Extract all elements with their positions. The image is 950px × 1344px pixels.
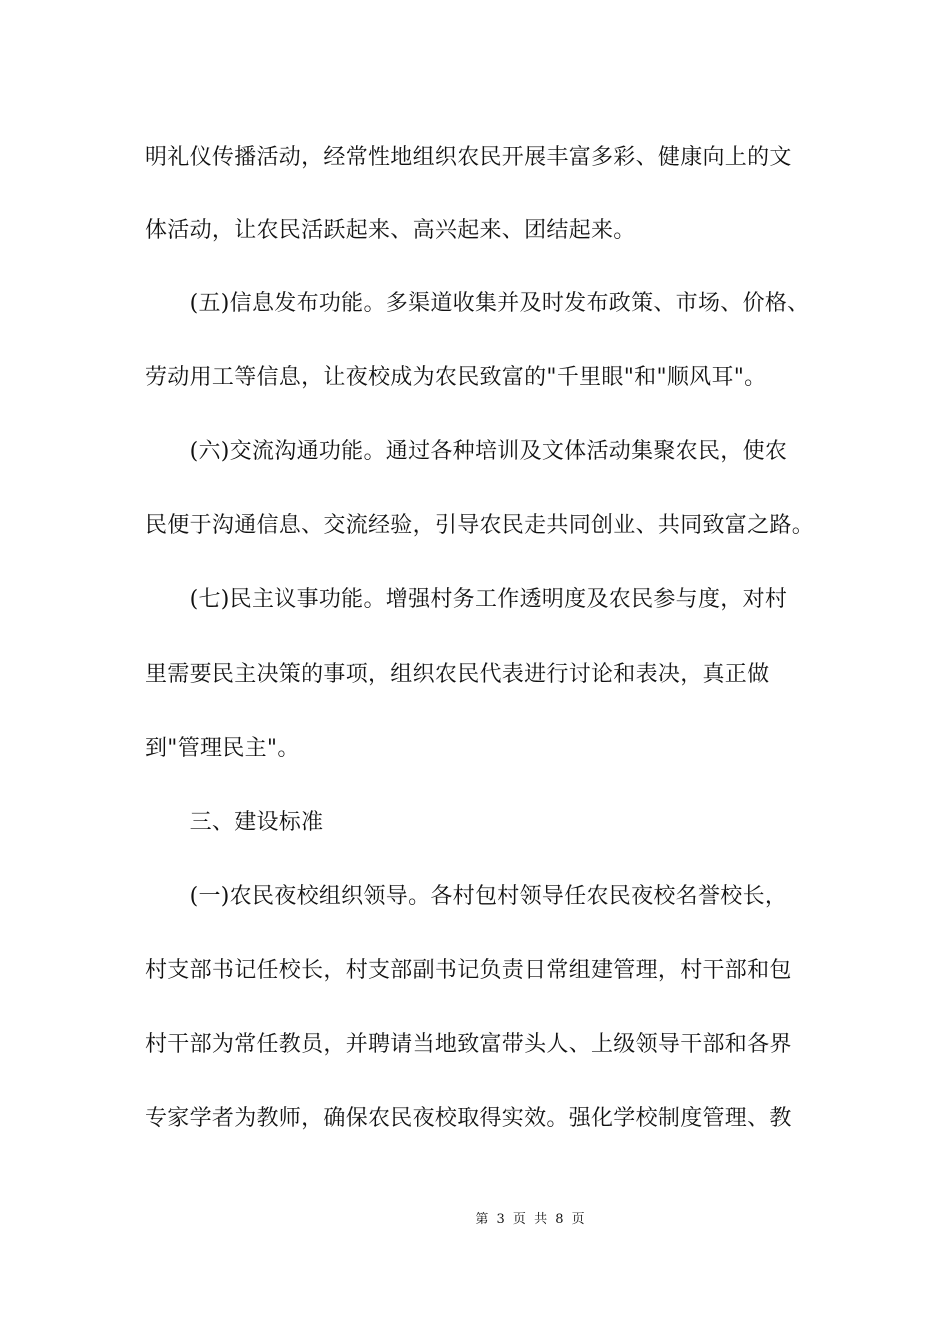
text-line: 劳动用工等信息，让夜校成为农民致富的"千里眼"和"顺风耳"。 (145, 365, 767, 390)
footer-prefix: 第 (475, 1212, 489, 1227)
footer-current-page: 3 (496, 1212, 505, 1227)
text-line: 村干部为常任教员，并聘请当地致富带头人、上级领导干部和各界 (145, 1032, 792, 1057)
text-line: 体活动，让农民活跃起来、高兴起来、团结起来。 (145, 218, 636, 243)
text-line: (六)交流沟通功能。通过各种培训及文体活动集聚农民，使农 (145, 439, 788, 464)
section-heading: 三、建设标准 (145, 810, 324, 835)
text-line: 民便于沟通信息、交流经验，引导农民走共同创业、共同致富之路。 (145, 513, 815, 538)
text-line: 村支部书记任校长，村支部副书记负责日常组建管理，村干部和包 (145, 958, 792, 983)
text-line: 明礼仪传播活动，经常性地组织农民开展丰富多彩、健康向上的文 (145, 145, 792, 170)
text-line: 里需要民主决策的事项，组织农民代表进行讨论和表决，真正做 (145, 662, 770, 687)
text-line: (五)信息发布功能。多渠道收集并及时发布政策、市场、价格、 (145, 291, 810, 316)
text-line: 专家学者为教师，确保农民夜校取得实效。强化学校制度管理、教 (145, 1106, 792, 1131)
footer-total-suffix: 页 (571, 1212, 585, 1227)
page-footer (0, 1211, 950, 1229)
text-line: 到"管理民主"。 (145, 736, 300, 761)
footer-total-pages: 8 (555, 1212, 564, 1227)
text-line: (一)农民夜校组织领导。各村包村领导任农民夜校名誉校长， (145, 884, 788, 909)
text-line: (七)民主议事功能。增强村务工作透明度及农民参与度，对村 (145, 587, 788, 612)
footer-page-label: 页 (512, 1212, 526, 1227)
footer-total-prefix: 共 (534, 1212, 548, 1227)
